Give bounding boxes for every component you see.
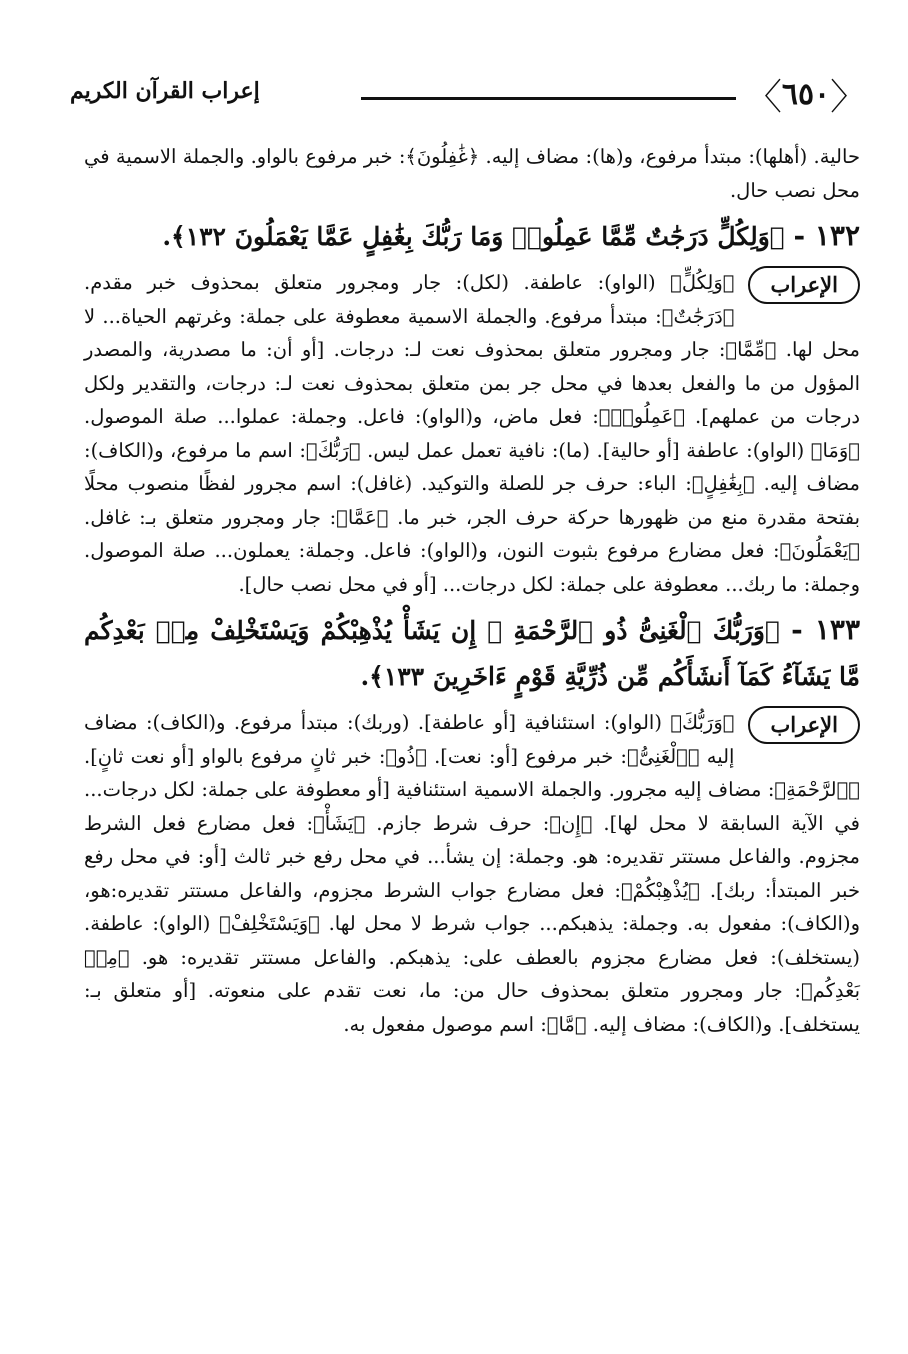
book-title: إعراب القرآن الكريم <box>70 78 260 104</box>
left-brace-ornament: 〈 <box>830 76 867 118</box>
irab-section-133 <box>84 706 860 1041</box>
irab-label-badge: الإعراب <box>748 266 860 304</box>
irab-133-paragraph: ﴿وَرَبُّكَ﴾ (الواو): استئنافية [أو عاطفة]. (وربك): مبتدأ مرفوع. و(الكاف): مضاف إليه ﴿ٱلْغَنِىُّ﴾: خبر مرفوع [أو: نعت]. ﴿ذُو﴾: خبر ثانٍ مرفوع بالواو [أو نعت ثانٍ]. ﴿ٱلرَّحْمَةِ﴾: مضاف إليه مجرور. والجملة الاسمية استئنافية [أو معطوفة على جملة: لكل درجات... في الآية السابقة لا محل لها]. ﴿إِن﴾: حرف شرط جازم. ﴿يَشَأْ﴾: فعل مضارع فعل الشرط مجزوم. والفاعل مستتر تقديره: هو. وجملة: إن يشأ... في محل رفع خبر ثالث [أو: في محل رفع خبر المبتدأ: ربك]. ﴿يُذْهِبْكُمْ﴾: فعل مضارع جواب الشرط مجزوم، والفاعل مستتر تقديره:هو، و(الكاف): مفعول به. وجملة: يذهبكم... جواب شرط لا محل لها. ﴿وَيَسْتَخْلِفْ﴾ (الواو): عاطفة. (يستخلف): فعل مضارع مجزوم بالعطف على: يذهبكم. والفاعل مستتر تقديره: هو. ﴿مِنۢ بَعْدِكُم﴾: جار ومجرور متعلق بمحذوف حال من: ما، نعت تقدم على منعوته. [أو متعلق بـ: يستخلف]. و(الكاف): مضاف إليه. ﴿مَّا﴾: اسم موصول مفعول به. <box>84 711 861 1036</box>
irab-label-badge: الإعراب <box>748 706 860 744</box>
page-number-value: ٦٥٠ <box>781 76 831 112</box>
verse-133-text: ﴿وَرَبُّكَ ٱلْغَنِىُّ ذُو ٱلرَّحْمَةِ ۚ إِن يَشَأْ يُذْهِبْكُمْ وَيَسْتَخْلِفْ مِنۢ بَعْدِكُم مَّا يَشَآءُ كَمَآ أَنشَأَكُم مِّن ذُرِّيَّةِ قَوْمٍ ءَاخَرِينَ ١٣٣﴾. <box>84 616 860 691</box>
right-brace-ornament: 〉 <box>745 76 782 118</box>
verse-132 <box>84 213 860 260</box>
page-content <box>84 140 860 1041</box>
verse-133 <box>84 607 860 700</box>
page-number <box>745 74 867 118</box>
irab-section-132 <box>84 266 860 601</box>
intro-paragraph: حالية. (أهلها): مبتدأ مرفوع، و(ها): مضاف إليه. ﴿غَٰفِلُونَ﴾: خبر مرفوع بالواو. والجملة الاسمية في محل نصب حال. <box>84 145 860 202</box>
header-rule <box>361 97 736 100</box>
verse-132-text: ﴿وَلِكُلٍّ دَرَجَٰتٌ مِّمَّا عَمِلُوا۟ وَمَا رَبُّكَ بِغَٰفِلٍ عَمَّا يَعْمَلُونَ ١٣٢﴾. <box>162 222 785 251</box>
page-header <box>70 66 866 126</box>
verse-132-number: ١٣٢ - <box>793 219 860 252</box>
irab-132-paragraph: ﴿وَلِكُلٍّ﴾ (الواو): عاطفة. (لكل): جار ومجرور متعلق بمحذوف خبر مقدم. ﴿دَرَجَٰتٌ﴾: مبتدأ مرفوع. والجملة الاسمية معطوفة على جملة: وغرتهم الحياة... لا محل لها. ﴿مِّمَّا﴾: جار ومجرور متعلق بمحذوف نعت لـ: درجات. [أو أن: ما مصدرية، والمصدر المؤول من ما والفعل بعدها في محل جر بمن متعلق بمحذوف نعت لـ: درجات، والتقدير ولكل درجات من عملهم]. ﴿عَمِلُوا۟﴾: فعل ماض، و(الواو): فاعل. وجملة: عملوا... صلة الموصول. ﴿وَمَا﴾ (الواو): عاطفة [أو حالية]. (ما): نافية تعمل عمل ليس. ﴿رَبُّكَ﴾: اسم ما مرفوع، و(الكاف): مضاف إليه. ﴿بِغَٰفِلٍ﴾: الباء: حرف جر للصلة والتوكيد. (غافل): اسم مجرور لفظًا منصوب محلًا بفتحة مقدرة منع من ظهورها حركة حرف الجر، خبر ما. ﴿عَمَّا﴾: جار ومجرور متعلق بـ: غافل. ﴿يَعْمَلُونَ﴾: فعل مضارع مرفوع بثبوت النون، و(الواو): فاعل. وجملة: يعملون... صلة الموصول. وجملة: ما ربك... معطوفة على جملة: لكل درجات... [أو في محل نصب حال]. <box>84 271 860 596</box>
verse-133-number: ١٣٣ - <box>791 613 860 646</box>
